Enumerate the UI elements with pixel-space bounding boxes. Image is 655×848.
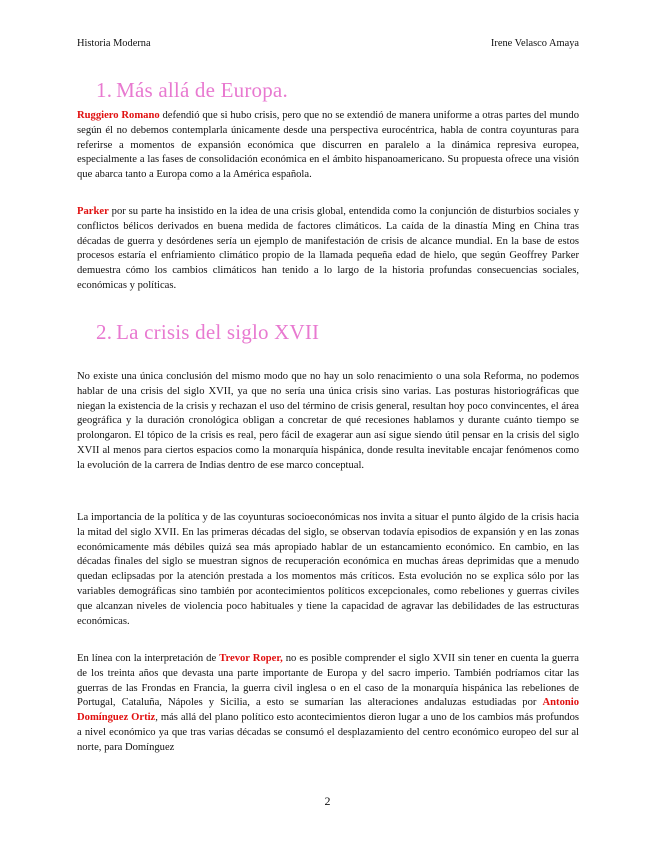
paragraph-trevor-roper bbox=[77, 652, 579, 756]
page-header bbox=[77, 38, 579, 52]
paragraph-crisis-definition: No existe una única conclusión del mismo modo que no hay un solo renacimiento o una sola Reforma, no podemos hablar de una crisis del siglo XVII, ya que no sería una única crisis sino varias. Las posturas historiográficas que niegan la existencia de la crisis y rechazan el uso del término de crisis general, resultan hoy poco convincentes, el área geográfica y la duración cronológica obligan a concretar de qué recesiones hablamos y durante cuánto tiempo se prolongaron. El tópico de la crisis es real, pero fácil de exagerar aun así sigue siendo útil pensar en la crisis del siglo XVII al menos para ciertos espacios como la monarquía hispánica, donde resulta inevitable encajar fenómenos como la evolución de la carrera de Indias dentro de ese marco conceptual. bbox=[77, 371, 579, 471]
header-subject: Historia Moderna bbox=[77, 38, 151, 49]
author-name-romano: Ruggiero Romano bbox=[77, 110, 160, 121]
paragraph-romano-text: defendió que si hubo crisis, pero que no se extendió de manera uniforme a otras partes del mundo según él no debemos contemplarla únicamente desde una perspectiva eurocéntrica, habla de contra coyunturas para referirse a momentos de expansión económica que discurren en paralelo a la dinámica represiva europea, especialmente a las fases de consolidación económica en el ámbito hispanoamericano. Su propuesta ofrece una visión que abarca tanto a Europa como a la América española. bbox=[77, 110, 579, 181]
section-1-heading bbox=[96, 78, 288, 103]
author-name-trevor-roper: Trevor Roper, bbox=[219, 653, 283, 664]
author-name-parker: Parker bbox=[77, 206, 109, 217]
section-2-title: La crisis del siglo XVII bbox=[116, 320, 320, 344]
paragraph-trevor-roper-end: , más allá del plano político esto acontecimientos dieron lugar a uno de los cambios más profundos a nivel económico ya que tras varias décadas se consumó el desplazamiento del centro económico europeo del sur al norte, para Domínguez bbox=[77, 712, 579, 753]
section-1-number: 1. bbox=[96, 78, 113, 102]
paragraph-trevor-roper-intro: En línea con la interpretación de bbox=[77, 653, 220, 664]
section-2-number: 2. bbox=[96, 320, 113, 344]
paragraph-romano bbox=[77, 109, 579, 183]
paragraph-trevor-roper-middle: no es posible comprender el siglo XVII sin tener en cuenta la guerra de los treinta años que devasta una parte importante de Europa y del sacro imperio. También podríamos citar las guerras de las Frondas en Francia, la guerra civil inglesa o en el caso de la monarquía hispánica las rebeliones de Portugal, Cataluña, Nápoles y Sicilia, a esto se sumarían las alteraciones andaluzas estudiadas por bbox=[77, 653, 579, 709]
section-2-heading bbox=[96, 320, 319, 345]
paragraph-parker-text: por su parte ha insistido en la idea de una crisis global, entendida como la conjunción de disturbios sociales y conflictos bélicos derivados en buena medida de factores climáticos. La caída de la dinastía Ming en China tras décadas de guerra y desórdenes sería un ejemplo de manifestación de crisis de alcance mundial. En la base de estos procesos estaría el enfriamiento climático propio de la llamada pequeña edad de hielo, que según Geoffrey Parker demuestra cómo los cambios climáticos han tenido a lo largo de la historia profundas consecuencias sociales, económicas y políticas. bbox=[77, 206, 579, 291]
page-number: 2 bbox=[324, 794, 331, 808]
author-name-dominguez-ortiz: Antonio Domínguez Ortiz bbox=[77, 697, 579, 724]
paragraph-parker bbox=[77, 205, 579, 294]
section-1-title: Más allá de Europa. bbox=[116, 78, 288, 102]
paragraph-politics: La importancia de la política y de las coyunturas socioeconómicas nos invita a situar el punto álgido de la crisis hacia la mitad del siglo XVII. En las primeras décadas del siglo, se observan todavía episodios de expansión y en las zonas económicamente más débiles quizá sea más apropiado hablar de un estancamiento económico. En cambio, en las décadas finales del siglo se muestran signos de recuperación económica en muchas áreas deprimidas que a menudo quedan eclipsadas por la atención prestada a los momentos más críticos. Esta evolución no se explica sólo por las variables demográficas sino también por acontecimientos políticos excepcionales, como rebeliones y guerras civiles que alcanzan niveles de violencia poco habituales y tiene la capacidad de agravar las debilidades de las estructuras económicas. bbox=[77, 512, 579, 627]
header-author: Irene Velasco Amaya bbox=[490, 38, 579, 49]
